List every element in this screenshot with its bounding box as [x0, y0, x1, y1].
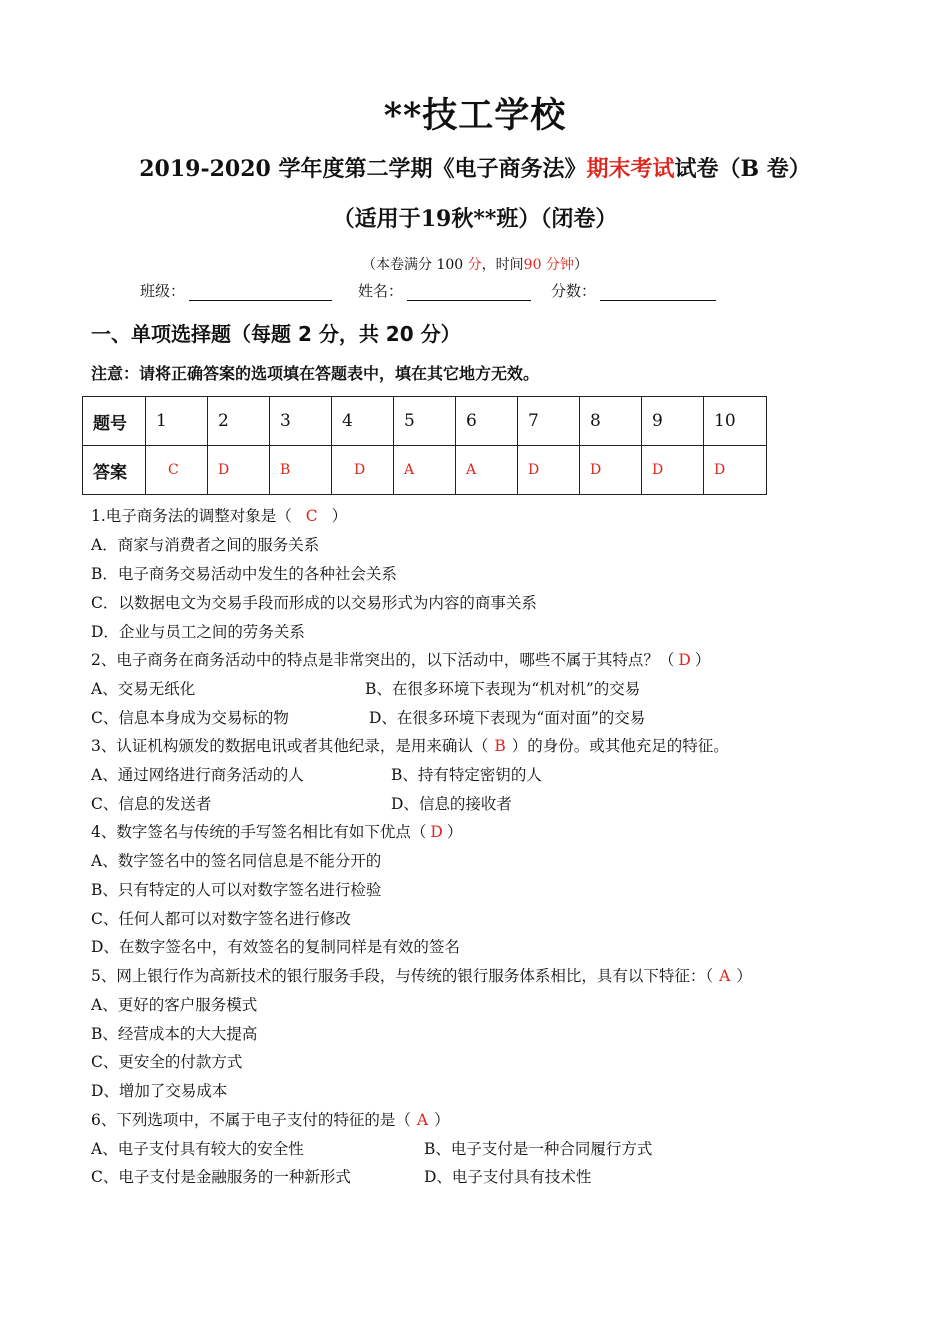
stem-text: 3、认证机构颁发的数据电讯或者其他纪录，是用来确认（: [91, 737, 489, 755]
school-title: **技工学校: [383, 95, 567, 136]
option-c: C、信息的发送者: [91, 795, 212, 813]
question-4-option-a: A、数字签名中的签名同信息是不能分开的: [91, 852, 382, 870]
stem-text: 4、数字签名与传统的手写签名相比有如下优点（: [91, 823, 427, 841]
question-4-option-c: C、任何人都可以对数字签名进行修改: [91, 910, 351, 928]
question-1-stem: [91, 506, 347, 526]
question-number: 8: [580, 397, 642, 446]
note-score: （本卷满分 100: [362, 257, 464, 273]
question-5-option-b: B、经营成本的大大提高: [91, 1025, 258, 1043]
answer-cell[interactable]: C: [146, 446, 208, 495]
option-c: C、信息本身成为交易标的物: [91, 709, 289, 727]
stem-text-end: ）: [736, 967, 752, 985]
stem-text: 2、电子商务在商务活动中的特点是非常突出的，以下活动中，哪些不属于其特点？（: [91, 651, 675, 669]
stem-answer: B: [494, 737, 506, 755]
table-row: [83, 397, 767, 446]
option-a: A、交易无纸化: [91, 680, 196, 698]
score-blank[interactable]: [600, 286, 716, 301]
note-unit: 分: [467, 257, 482, 273]
row-header-answer: 答案: [83, 446, 146, 495]
stem-text-end: ）: [446, 823, 463, 841]
row-header-number: 题号: [83, 397, 146, 446]
question-number: 10: [704, 397, 767, 446]
stem-answer: C: [305, 507, 318, 525]
option-a: A、通过网络进行商务活动的人: [91, 766, 304, 784]
question-3-row-2: [91, 794, 512, 814]
option-d: D、信息的接收者: [391, 795, 512, 813]
option-b: B、持有特定密钥的人: [391, 766, 542, 784]
score-label: 分数：: [551, 282, 597, 300]
answer-cell[interactable]: D: [642, 446, 704, 495]
answer-table: [82, 396, 767, 495]
answer-cell[interactable]: D: [580, 446, 642, 495]
stem-text: 6、下列选项中，不属于电子支付的特征的是（: [91, 1111, 411, 1129]
scope-a: （适用于: [332, 206, 421, 232]
exam-title-post: 试卷（B 卷）: [674, 156, 811, 182]
option-d: D、在很多环境下表现为“面对面”的交易: [369, 709, 646, 727]
answer-cell[interactable]: B: [270, 446, 332, 495]
question-4-option-d: D、在数字签名中，有效签名的复制同样是有效的签名: [91, 938, 460, 956]
stem-text: 1.电子商务法的调整对象是（: [91, 507, 292, 525]
question-1-option-b: B．电子商务交易活动中发生的各种社会关系: [91, 565, 397, 583]
stem-answer: A: [719, 967, 731, 985]
question-number: 4: [332, 397, 394, 446]
exam-title: [0, 152, 950, 183]
name-blank[interactable]: [407, 286, 531, 301]
question-number: 9: [642, 397, 704, 446]
exam-scope: [0, 202, 950, 233]
scope-year: 19: [420, 206, 452, 232]
answer-cell[interactable]: A: [456, 446, 518, 495]
stem-text-end: ）的身份。或其他充足的特征。: [511, 737, 729, 755]
question-5-option-d: D、增加了交易成本: [91, 1082, 228, 1100]
section-title: 一、单项选择题（每题 2 分，共 20 分）: [91, 322, 461, 346]
option-c: C、电子支付是金融服务的一种新形式: [91, 1168, 351, 1186]
name-label: 姓名：: [358, 282, 404, 300]
attention-note: 注意：请将正确答案的选项填在答题表中，填在其它地方无效。: [91, 364, 540, 383]
question-4-option-b: B、只有特定的人可以对数字签名进行检验: [91, 881, 382, 899]
answer-cell[interactable]: D: [518, 446, 580, 495]
note-time-label: ，时间: [481, 257, 524, 273]
question-3-row-1: [91, 765, 542, 785]
question-number: 5: [394, 397, 456, 446]
question-2-row-2: [91, 708, 646, 728]
answer-cell[interactable]: D: [332, 446, 394, 495]
question-number: 2: [208, 397, 270, 446]
exam-note: [0, 254, 950, 274]
question-2-stem: [91, 650, 710, 670]
question-1-option-d: D．企业与员工之间的劳务关系: [91, 623, 305, 641]
stem-answer: D: [678, 651, 691, 669]
class-blank[interactable]: [189, 286, 332, 301]
stem-text: 5、网上银行作为高新技术的银行服务手段，与传统的银行服务体系相比，具有以下特征：（: [91, 967, 714, 985]
note-close: ）: [573, 257, 588, 273]
question-6-stem: [91, 1110, 450, 1130]
question-number: 6: [456, 397, 518, 446]
answer-cell[interactable]: D: [704, 446, 767, 495]
stem-answer: D: [430, 823, 443, 841]
question-2-row-1: [91, 679, 641, 699]
question-5-option-a: A、更好的客户服务模式: [91, 996, 258, 1014]
option-b: B、在很多环境下表现为“机对机”的交易: [365, 680, 641, 698]
exam-title-pre: 2019-2020 学年度第二学期《电子商务法》: [139, 156, 587, 182]
question-1-option-c: C．以数据电文为交易手段而形成的以交易形式为内容的商事关系: [91, 594, 537, 612]
question-6-row-1: [91, 1139, 653, 1159]
question-number: 3: [270, 397, 332, 446]
question-number: 7: [518, 397, 580, 446]
option-a: A、电子支付具有较大的安全性: [91, 1140, 304, 1158]
option-d: D、电子支付具有技术性: [424, 1168, 592, 1186]
note-time: 90 分钟: [523, 257, 574, 273]
question-6-row-2: [91, 1167, 592, 1187]
question-4-stem: [91, 822, 462, 842]
answer-cell[interactable]: A: [394, 446, 456, 495]
question-number: 1: [146, 397, 208, 446]
stem-text-end: ）: [331, 507, 348, 525]
stem-text-end: ）: [694, 651, 711, 669]
question-3-stem: [91, 736, 729, 756]
question-1-option-a: A．商家与消费者之间的服务关系: [91, 536, 320, 554]
question-5-option-c: C、更安全的付款方式: [91, 1053, 243, 1071]
class-label: 班级：: [140, 282, 186, 300]
option-b: B、电子支付是一种合同履行方式: [424, 1140, 653, 1158]
student-info: [140, 280, 716, 301]
stem-text-end: ）: [434, 1111, 450, 1129]
question-5-stem: [91, 966, 752, 986]
scope-c: 秋**班）（闭卷）: [451, 206, 618, 232]
table-row: [83, 446, 767, 495]
answer-cell[interactable]: D: [208, 446, 270, 495]
exam-title-final: 期末考试: [586, 156, 675, 182]
stem-answer: A: [416, 1111, 429, 1129]
